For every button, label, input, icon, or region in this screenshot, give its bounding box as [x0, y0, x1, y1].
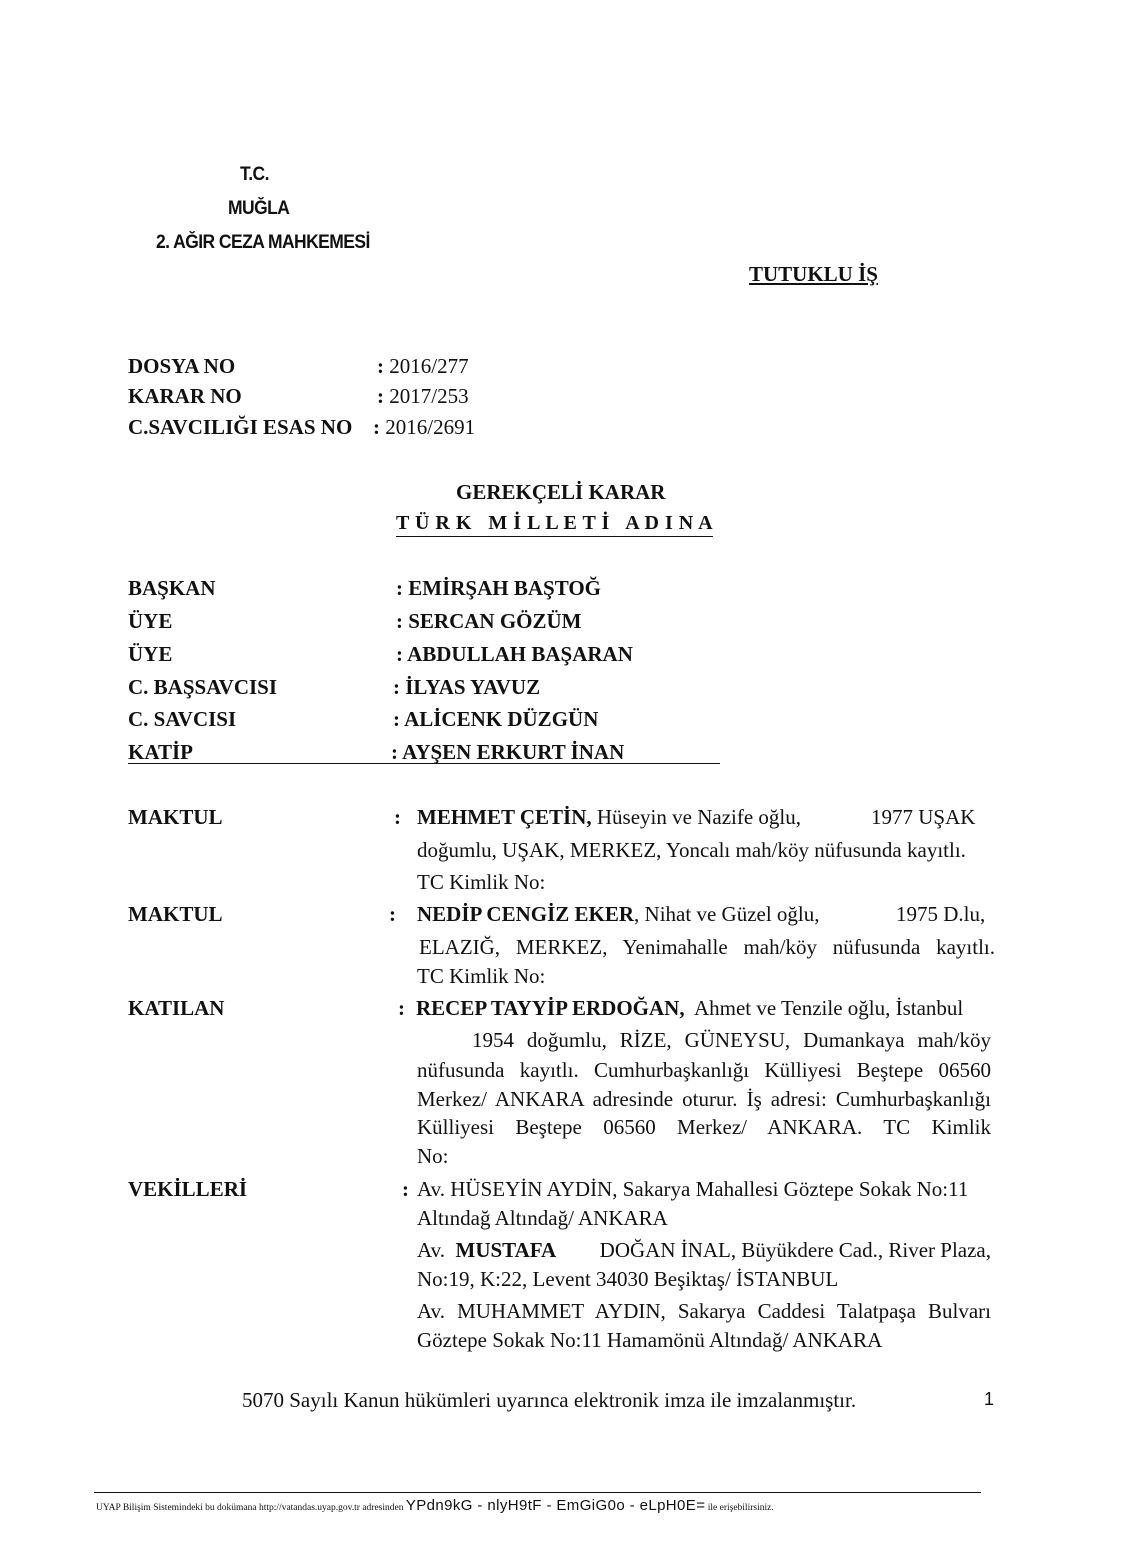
lawyer-line: No:19, K:22, Levent 34030 Beşiktaş/ İSTANBUL	[417, 1267, 839, 1291]
header-court: 2. AĞIR CEZA MAHKEMESİ	[156, 232, 370, 253]
court-name: : ALİCENK DÜZGÜN	[393, 707, 599, 731]
court-role: ÜYE	[128, 609, 173, 633]
header-tc: T.C.	[240, 164, 269, 185]
lawyer-line: Av. MUHAMMET AYDIN, Sakarya Caddesi Talatpaşa Bulvarı	[417, 1299, 991, 1323]
party-line: TC Kimlik No:	[417, 964, 546, 988]
decision-subtitle: T Ü R K M İ L L E T İ A D I N A	[396, 512, 713, 537]
party-line: doğumlu, UŞAK, MERKEZ, Yoncalı mah/köy nüfusunda kayıtlı.	[417, 838, 966, 862]
signature-note: 5070 Sayılı Kanun hükümleri uyarınca elektronik imza ile imzalanmıştır.	[242, 1388, 857, 1412]
party-colon: :	[398, 996, 405, 1020]
court-name-katip: : AYŞEN ERKURT İNAN	[391, 740, 625, 764]
decision-title: GEREKÇELİ KARAR	[456, 480, 666, 504]
uyap-code: YPdn9kG - nlyH9tF - EmGiG0o - eLpH0E=	[405, 1497, 706, 1514]
party-label: MAKTUL	[128, 902, 223, 926]
party-line: nüfusunda kayıtlı. Cumhurbaşkanlığı Külliyesi Beştepe 06560	[417, 1058, 991, 1082]
party-line: RECEP TAYYİP ERDOĞAN, Ahmet ve Tenzile oğlu, İstanbul	[416, 996, 964, 1020]
uyap-prefix: UYAP Bilişim Sistemindeki bu dokümana http://vatandas.uyap.gov.tr adresinden	[96, 1503, 404, 1513]
party-line: MEHMET ÇETİN, Hüseyin ve Nazife oğlu,	[417, 805, 801, 829]
party-line: NEDİP CENGİZ EKER, Nihat ve Güzel oğlu,	[417, 902, 820, 926]
party-line: TC Kimlik No:	[417, 870, 546, 894]
party-line: 1954 doğumlu, RİZE, GÜNEYSU, Dumankaya mah/köy	[472, 1028, 991, 1052]
case-label-karar: KARAR NO	[128, 384, 242, 408]
court-name: : SERCAN GÖZÜM	[396, 609, 582, 633]
party-colon: :	[402, 1177, 409, 1201]
lawyer-line: Altındağ Altındağ/ ANKARA	[417, 1206, 668, 1230]
court-role: BAŞKAN	[128, 576, 216, 600]
page-number: 1	[984, 1389, 995, 1409]
case-label-esas: C.SAVCILIĞI ESAS NO	[128, 415, 353, 439]
court-name: : EMİRŞAH BAŞTOĞ	[396, 576, 601, 600]
lawyer-line: Göztepe Sokak No:11 Hamamönü Altındağ/ ANKARA	[417, 1328, 883, 1352]
court-name: : ABDULLAH BAŞARAN	[396, 642, 633, 666]
uyap-suffix: ile erişebilirsiniz.	[707, 1503, 774, 1513]
case-value-esas: : 2016/2691	[373, 415, 476, 439]
katip-underline	[128, 763, 720, 764]
party-name: NEDİP CENGİZ EKER	[417, 902, 635, 926]
case-value-dosya: : 2016/277	[377, 354, 469, 378]
party-label: KATILAN	[128, 996, 225, 1020]
court-name: : İLYAS YAVUZ	[393, 675, 541, 699]
party-line: ELAZIĞ, MERKEZ, Yenimahalle mah/köy nüfusunda kayıtlı.	[419, 935, 995, 959]
party-birth: 1975 D.lu,	[896, 902, 986, 926]
party-label: MAKTUL	[128, 805, 223, 829]
court-role: C. SAVCISI	[128, 707, 237, 731]
uyap-footer	[96, 1497, 774, 1514]
header-city: MUĞLA	[228, 198, 290, 219]
lawyer-line: Av. MUSTAFA DOĞAN İNAL, Büyükdere Cad., River Plaza,	[417, 1238, 991, 1262]
party-line: Merkez/ ANKARA adresinde oturur. İş adresi: Cumhurbaşkanlığı	[417, 1087, 991, 1111]
party-label: VEKİLLERİ	[128, 1177, 248, 1201]
court-role-katip: KATİP	[128, 740, 193, 764]
court-role: ÜYE	[128, 642, 173, 666]
party-line: No:	[417, 1144, 449, 1168]
lawyer-line: Av. HÜSEYİN AYDİN, Sakarya Mahallesi Göztepe Sokak No:11	[417, 1177, 969, 1201]
footer-rule	[94, 1492, 981, 1493]
party-birth: 1977 UŞAK	[871, 805, 976, 829]
status-label: TUTUKLU İŞ	[749, 262, 878, 286]
case-value-karar: : 2017/253	[377, 384, 469, 408]
party-name: RECEP TAYYİP ERDOĞAN,	[416, 996, 685, 1020]
case-label-dosya: DOSYA NO	[128, 354, 236, 378]
party-colon: :	[394, 805, 401, 829]
party-name: MEHMET ÇETİN,	[417, 805, 592, 829]
party-colon: :	[389, 902, 396, 926]
court-role: C. BAŞSAVCISI	[128, 675, 278, 699]
party-line: Külliyesi Beştepe 06560 Merkez/ ANKARA. TC Kimlik	[417, 1115, 991, 1139]
